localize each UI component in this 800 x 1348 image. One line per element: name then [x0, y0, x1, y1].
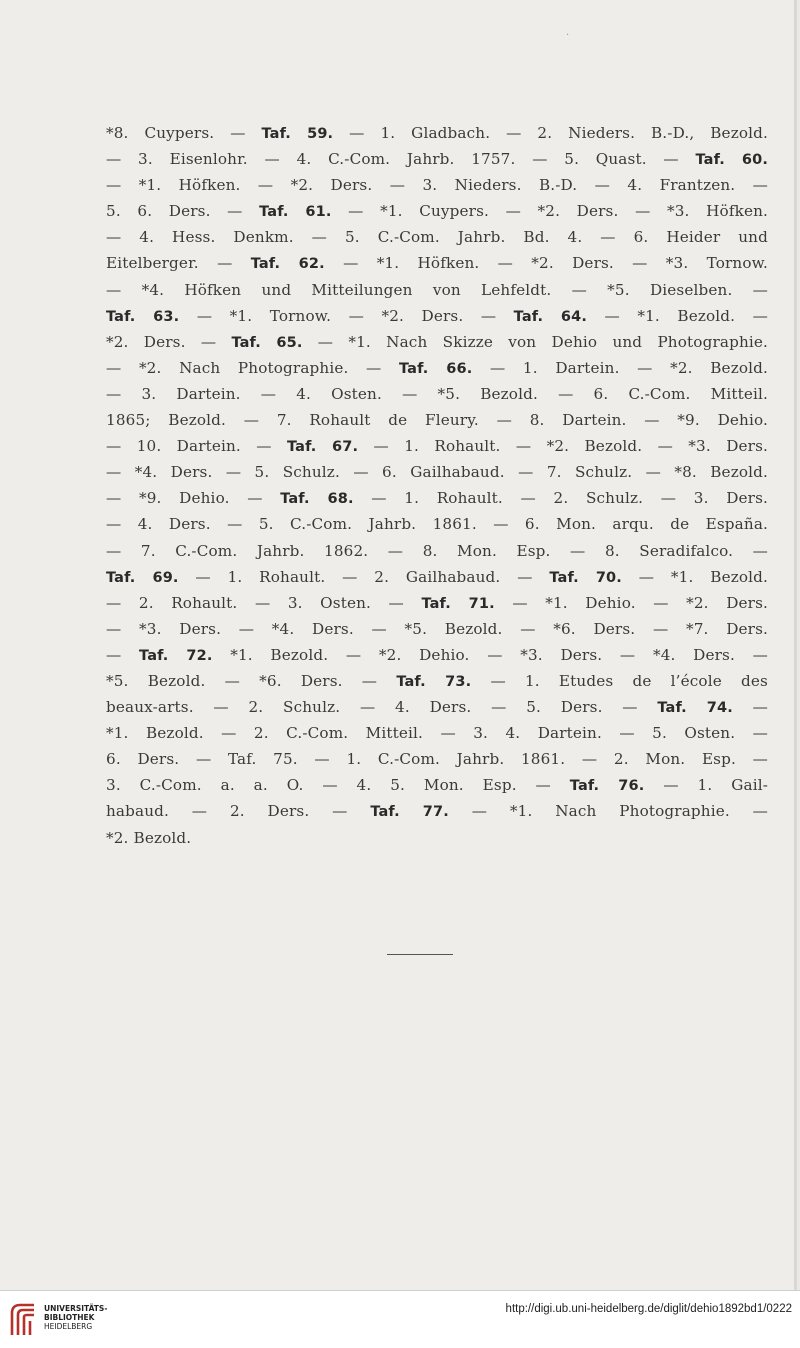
plate-number: Taf. 63. [106, 308, 180, 325]
permalink-url[interactable]: http://digi.ub.uni-heidelberg.de/diglit/dehio1892bd1/0222 [505, 1303, 792, 1315]
plate-number: Taf. 62. [250, 256, 325, 273]
plate-number: Taf. 71. [421, 595, 495, 612]
plate-number: Taf. 69. [106, 569, 179, 586]
text-line [106, 303, 768, 329]
library-name-line2: BIBLIOTHEK [44, 1313, 95, 1322]
reference-text: — *1. Nach Skizze von Dehio und Photographie. [302, 332, 768, 351]
text-line [106, 198, 768, 224]
reference-text: 5. 6. Ders. — [106, 202, 260, 221]
reference-text: — *1. Dehio. — *2. Ders. [494, 593, 768, 612]
text-line [106, 381, 768, 407]
reference-text: — 1. Rohault. — *2. Bezold. — *3. Ders. [358, 437, 768, 456]
text-line [106, 798, 768, 824]
reference-text: 1865; Bezold. — 7. Rohault de Fleury. — 8. Dartein. — *9. Dehio. [106, 411, 768, 430]
plate-number: Taf. 73. [396, 673, 472, 690]
plate-number: Taf. 68. [280, 491, 354, 508]
text-line [106, 720, 768, 746]
text-line [106, 538, 768, 564]
reference-text: — 10. Dartein. — [106, 437, 287, 456]
plate-number: Taf. 61. [259, 204, 332, 221]
reference-text: — 1. Rohault. — 2. Schulz. — 3. Ders. [353, 489, 769, 508]
plate-number: Taf. 60. [695, 152, 768, 169]
reference-text: 3. C.-Com. a. a. O. — 4. 5. Mon. Esp. — [106, 776, 570, 795]
plate-number: Taf. 66. [399, 360, 473, 377]
reference-text: *2. Bezold. [106, 828, 192, 847]
text-line [106, 120, 768, 146]
text-line [106, 407, 768, 433]
section-divider [387, 954, 453, 955]
reference-text: — 1. Gladbach. — 2. Nieders. B.-D., Bezold. [333, 124, 768, 142]
text-line [106, 825, 768, 851]
reference-text: beaux-arts. — 2. Schulz. — 4. Ders. — 5. Ders. — [106, 698, 658, 717]
reference-text: *1. Bezold. — *2. Dehio. — *3. Ders. — *4. Ders. — [212, 645, 768, 664]
plate-number: Taf. 67. [286, 439, 359, 456]
reference-text: — *9. Dehio. — [106, 489, 281, 508]
reference-text: — 1. Etudes de l’école des [471, 671, 768, 690]
text-line [106, 511, 768, 537]
reference-text: — *3. Ders. — *4. Ders. — *5. Bezold. — *6. Ders. — *7. Ders. [106, 619, 768, 638]
reference-text: — 4. Hess. Denkm. — 5. C.-Com. Jahrb. Bd. 4. — 6. Heider und [106, 228, 768, 247]
reference-text: — 2. Rohault. — 3. Osten. — [106, 593, 422, 612]
library-name-line1: UNIVERSITÄTS- [44, 1304, 108, 1313]
reference-text: — *1. Höfken. — *2. Ders. — *3. Tornow. [324, 254, 768, 273]
reference-text: — *1. Nach Photographie. — [448, 802, 768, 821]
text-line [106, 459, 768, 485]
text-line [106, 224, 768, 250]
reference-text: *8. Cuypers. — [106, 124, 262, 142]
reference-text: 6. Ders. — Taf. 75. — 1. C.-Com. Jahrb. 1861. — 2. Mon. Esp. — [106, 750, 768, 769]
text-line [106, 772, 768, 798]
reference-text: — 4. Ders. — 5. C.-Com. Jahrb. 1861. — 6. Mon. arqu. de España. [106, 515, 768, 534]
plate-number: Taf. 76. [569, 778, 645, 795]
reference-text: *1. Bezold. — 2. C.-Com. Mitteil. — 3. 4. Dartein. — 5. Osten. — [106, 724, 768, 743]
plate-references-text [106, 120, 768, 851]
plate-number: Taf. 64. [513, 308, 587, 325]
text-line [106, 590, 768, 616]
text-line [106, 485, 768, 511]
reference-text: habaud. — 2. Ders. — [106, 802, 371, 821]
reference-text: — 1. Gail- [644, 776, 768, 795]
reference-text: — *1. Bezold. — [586, 306, 769, 325]
text-line [106, 668, 768, 694]
plate-number: Taf. 65. [231, 334, 303, 351]
library-logo-icon [8, 1299, 38, 1339]
plate-number: Taf. 59. [261, 126, 334, 142]
text-line [106, 355, 768, 381]
reference-text: — 3. Dartein. — 4. Osten. — *5. Bezold. — 6. C.-Com. Mitteil. [106, 384, 768, 403]
library-footer [0, 1290, 800, 1348]
text-line [106, 277, 768, 303]
reference-text: — *4. Ders. — 5. Schulz. — 6. Gailhabaud. — 7. Schulz. — *8. Bezold. [106, 463, 768, 482]
reference-text: Eitelberger. — [106, 254, 251, 273]
reference-text: — [106, 645, 140, 664]
plate-number: Taf. 74. [657, 700, 733, 717]
plate-number: Taf. 77. [370, 804, 449, 821]
reference-text: *5. Bezold. — *6. Ders. — [106, 671, 397, 690]
text-line [106, 642, 768, 668]
page-mark: · [566, 30, 570, 41]
text-line [106, 146, 768, 172]
library-name-line3: HEIDELBERG [44, 1322, 93, 1331]
text-line [106, 433, 768, 459]
library-name [44, 1304, 107, 1331]
reference-text: — *1. Tornow. — *2. Ders. — [179, 306, 514, 325]
text-line [106, 694, 768, 720]
text-line [106, 746, 768, 772]
text-line [106, 172, 768, 198]
reference-text: — *2. Nach Photographie. — [106, 358, 399, 377]
text-line [106, 329, 768, 355]
reference-text: — 1. Rohault. — 2. Gailhabaud. — [178, 567, 550, 586]
reference-text: *2. Ders. — [106, 332, 232, 351]
reference-text: — *4. Höfken und Mitteilungen von Lehfeldt. — *5. Dieselben. — [106, 280, 768, 299]
reference-text: — 7. C.-Com. Jahrb. 1862. — 8. Mon. Esp. — 8. Seradifalco. — [106, 541, 768, 560]
reference-text: — *1. Cuypers. — *2. Ders. — *3. Höfken. [331, 202, 768, 221]
text-line [106, 564, 768, 590]
text-line [106, 250, 768, 276]
text-line [106, 616, 768, 642]
reference-text: — 1. Dartein. — *2. Bezold. [472, 358, 768, 377]
plate-number: Taf. 70. [549, 569, 622, 586]
reference-text: — [732, 698, 768, 717]
reference-text: — 3. Eisenlohr. — 4. C.-Com. Jahrb. 1757. — 5. Quast. — [106, 150, 696, 169]
plate-number: Taf. 72. [139, 647, 213, 664]
reference-text: — *1. Höfken. — *2. Ders. — 3. Nieders. B.-D. — 4. Frantzen. — [106, 176, 768, 195]
reference-text: — *1. Bezold. [621, 567, 769, 586]
